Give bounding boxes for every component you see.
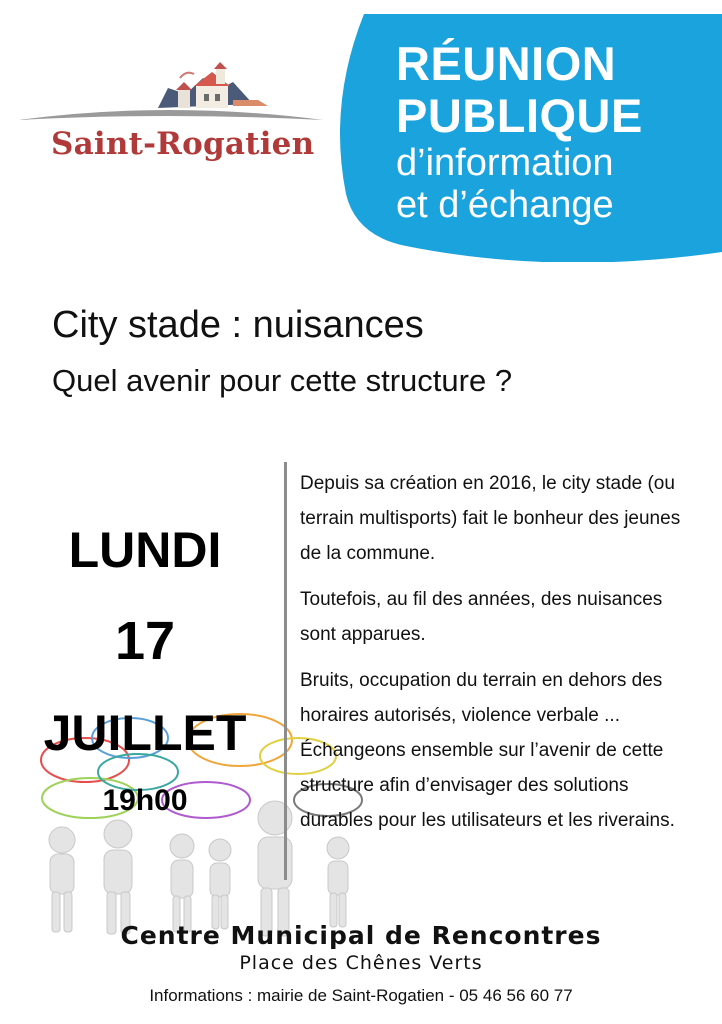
topic-question: Quel avenir pour cette structure ? [52,363,513,398]
saint-rogatien-logo [18,60,328,170]
venue-name: Centre Municipal de Rencontres [120,921,602,950]
description-paragraph: Bruits, occupation du terrain en dehors des horaires autorisés, violence verbale ... Échangeons ensemble sur l’avenir de cette structure afin d’envisager des solutions durables pour les utilisateurs et les riverains. [300,670,675,831]
contact-info: Informations : mairie de Saint-Rogatien - 05 46 56 60 77 [149,986,573,1005]
description-paragraph: Toutefois, au fil des années, des nuisances sont apparues. [300,589,663,645]
banner-title-line1: RÉUNION [396,37,617,90]
event-time: 19h00 [102,784,188,817]
event-month: JUILLET [43,705,247,761]
description-paragraph: Depuis sa création en 2016, le city stade (ou terrain multisports) fait le bonheur des jeunes de la commune. [300,473,681,564]
topic-title: City stade : nuisances [52,304,424,346]
venue-place: Place des Chênes Verts [239,952,483,974]
logo-text: Saint-Rogatien [51,126,315,162]
banner-title-line2: PUBLIQUE [396,89,643,142]
event-day-number: 17 [114,611,176,671]
banner-subtitle-line1: d’information [396,142,614,184]
banner-subtitle-line2: et d’échange [396,184,614,226]
venue [0,921,722,974]
meeting-banner [336,14,722,262]
description [300,466,700,849]
event-date [30,505,260,821]
vertical-divider [284,462,287,880]
event-day: LUNDI [68,522,222,578]
